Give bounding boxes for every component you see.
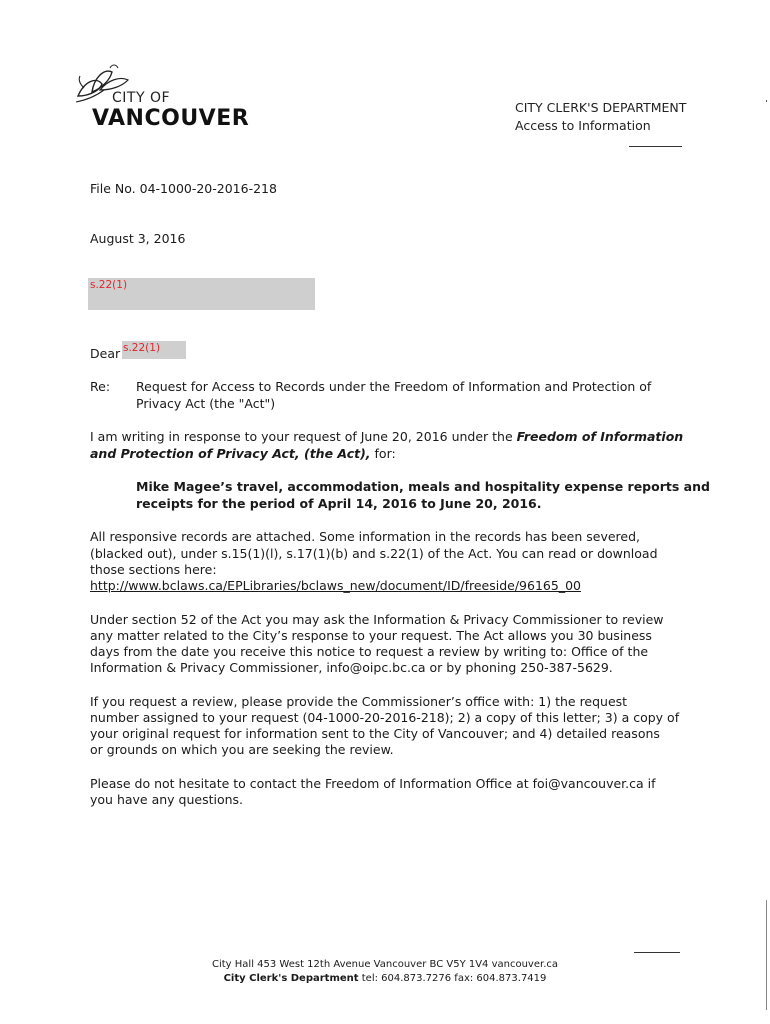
footer-department: City Clerk's Department [223,973,359,984]
department-block [515,99,686,135]
act-title-part2: and Protection of Privacy Act, (the Act), [90,446,371,461]
records-para-line3: those sections here: [90,562,217,577]
logo-city-of-text: CITY OF [112,90,171,106]
header-rule [629,146,682,147]
records-para-line1: All responsive records are attached. Some information in the records has been severed, [90,529,641,544]
salutation: Dear [90,346,121,361]
intro-text: I am writing in response to your request of June 20, 2016 under the [90,429,517,444]
review-request-line3: your original request for information sent to the City of Vancouver; and 4) detailed reasons [90,726,660,741]
closing-line1: Please do not hesitate to contact the Freedom of Information Office at foi@vancouver.ca if [90,776,656,791]
department-name: CITY CLERK'S DEPARTMENT [515,100,687,115]
scan-artifact [766,100,767,102]
intro-line1 [90,428,683,445]
re-subject-line2: Privacy Act (the "Act") [136,396,276,411]
intro-end: for: [370,446,396,461]
address-redaction-label: s.22(1) [90,279,128,291]
review-para-line3: days from the date you receive this notice to request a review by writing to: Office of the [90,644,649,659]
records-para-line2: (blacked out), under s.15(1)(l), s.17(1)(b) and s.22(1) of the Act. You can read or download [90,546,658,561]
footer-phone-fax: tel: 604.873.7276 fax: 604.873.7419 [358,973,547,984]
footer-rule [634,952,680,953]
footer-contact [0,972,770,986]
review-request-line1: If you request a review, please provide the Commissioner’s office with: 1) the request [90,694,628,709]
footer-address: City Hall 453 West 12th Avenue Vancouver BC V5Y 1V4 vancouver.ca [211,959,558,970]
review-para-line4: Information & Privacy Commissioner, info@oipc.bc.ca or by phoning 250-387-5629. [90,660,613,675]
request-quote-line2: receipts for the period of April 14, 2016 to June 20, 2016. [136,496,542,511]
review-para-line2: any matter related to the City’s response to your request. The Act allows you 30 business [90,628,652,643]
review-request-line2: number assigned to your request (04-1000-20-2016-218); 2) a copy of this letter; 3) a copy of [90,710,680,725]
intro-line2 [90,445,396,462]
re-subject-line1: Request for Access to Records under the Freedom of Information and Protection of [136,379,652,394]
review-request-line4: or grounds on which you are seeking the review. [90,742,394,757]
re-label: Re: [90,379,111,394]
closing-line2: you have any questions. [90,792,244,807]
file-number: File No. 04-1000-20-2016-218 [90,181,277,196]
review-para-line1: Under section 52 of the Act you may ask the Information & Privacy Commissioner to review [90,612,664,627]
scan-artifact-edge [766,900,767,1010]
name-redaction-label: s.22(1) [123,342,161,354]
bclaws-link[interactable]: http://www.bclaws.ca/EPLibraries/bclaws_new/document/ID/freeside/96165_00 [90,578,581,593]
subdepartment-name: Access to Information [515,118,651,133]
request-quote-line1: Mike Magee’s travel, accommodation, meals and hospitality expense reports and [136,479,710,494]
logo-vancouver-text: VANCOUVER [92,106,250,131]
letter-date: August 3, 2016 [90,231,186,246]
act-title-part1: Freedom of Information [516,429,684,444]
